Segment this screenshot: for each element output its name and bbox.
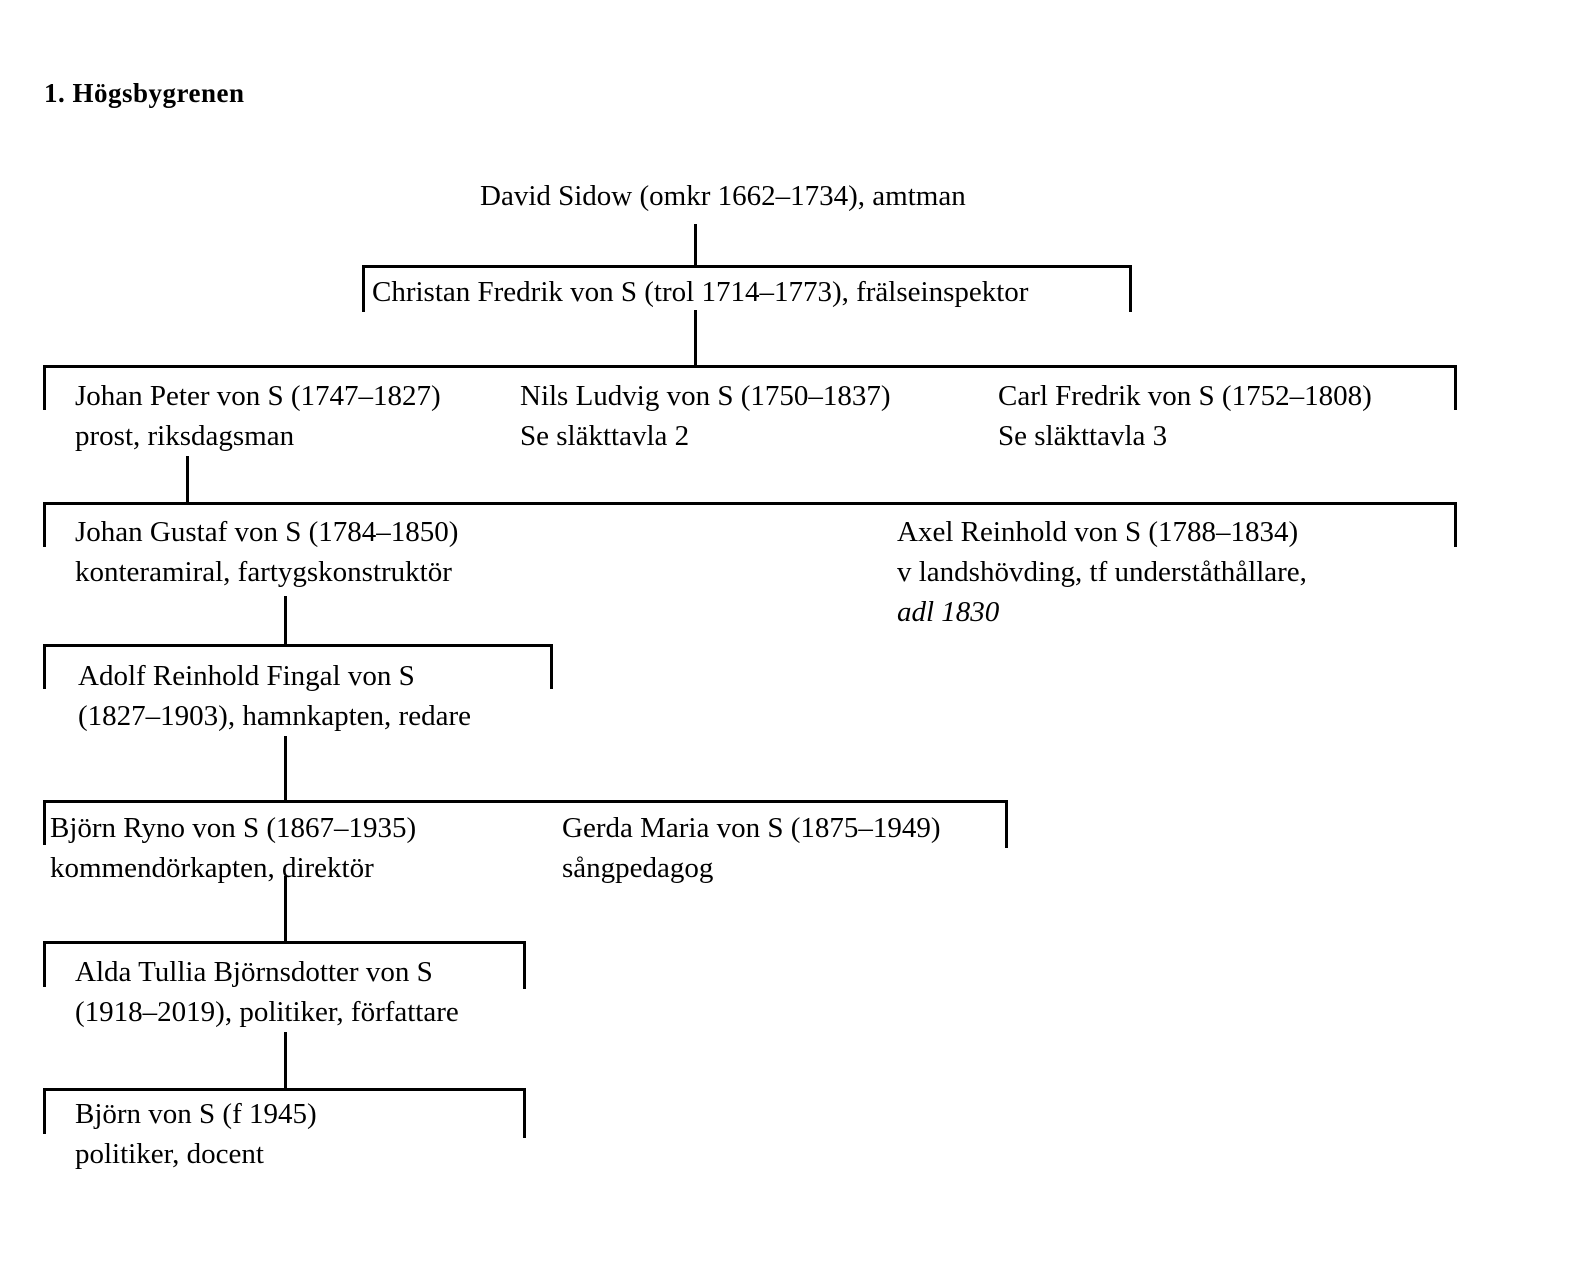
connector-vertical-adolf bbox=[284, 736, 287, 802]
person-name: Björn Ryno von S (1867–1935) bbox=[50, 812, 417, 844]
person-nils-ludvig bbox=[520, 376, 891, 456]
connector-bracket-adolf-left-tick bbox=[43, 644, 46, 689]
connector-bracket-gen6-left-tick bbox=[43, 800, 46, 845]
person-desc: v landshövding, tf underståthållare, bbox=[897, 556, 1307, 588]
connector-bracket-christan bbox=[362, 265, 1132, 268]
connector-bracket-christan-right-tick bbox=[1129, 265, 1132, 312]
person-name: Carl Fredrik von S (1752–1808) bbox=[998, 380, 1372, 412]
person-desc: politiker, docent bbox=[75, 1138, 264, 1170]
person-note: adl 1830 bbox=[897, 596, 1000, 628]
person-desc: Se släkttavla 2 bbox=[520, 420, 690, 452]
person-bjorn bbox=[75, 1094, 317, 1174]
person-johan-peter bbox=[75, 376, 441, 456]
connector-vertical-johan-peter bbox=[186, 456, 189, 504]
connector-bracket-gen6-right-tick bbox=[1005, 800, 1008, 848]
person-name: Nils Ludvig von S (1750–1837) bbox=[520, 380, 891, 412]
connector-bracket-alda-left-tick bbox=[43, 941, 46, 987]
connector-bracket-bjorn-left-tick bbox=[43, 1088, 46, 1134]
connector-bracket-gen3-right-tick bbox=[1454, 365, 1457, 410]
person-carl-fredrik bbox=[998, 376, 1372, 456]
person-name: Johan Peter von S (1747–1827) bbox=[75, 380, 441, 412]
person-desc: Se släkttavla 3 bbox=[998, 420, 1168, 452]
person-name: Alda Tullia Björnsdotter von S bbox=[75, 956, 433, 988]
person-bjorn-ryno bbox=[50, 808, 416, 888]
page-title: 1. Högsbygrenen bbox=[44, 78, 245, 108]
person-gerda-maria bbox=[562, 808, 941, 888]
connector-bracket-bjorn-right-tick bbox=[523, 1088, 526, 1138]
person-name: David Sidow (omkr 1662–1734), amtman bbox=[480, 180, 966, 212]
connector-vertical-david bbox=[694, 224, 697, 268]
person-desc: (1827–1903), hamnkapten, redare bbox=[78, 700, 471, 732]
person-name: Axel Reinhold von S (1788–1834) bbox=[897, 516, 1299, 548]
connector-bracket-gen3 bbox=[43, 365, 1457, 368]
person-alda-tullia bbox=[75, 952, 459, 1032]
person-desc: (1918–2019), politiker, författare bbox=[75, 996, 459, 1028]
connector-vertical-alda bbox=[284, 1032, 287, 1090]
connector-bracket-gen4 bbox=[43, 502, 1457, 505]
person-name: Christan Fredrik von S (trol 1714–1773), frälseinspektor bbox=[372, 276, 1029, 308]
person-name: Adolf Reinhold Fingal von S bbox=[78, 660, 415, 692]
connector-bracket-adolf bbox=[43, 644, 553, 647]
connector-bracket-christan-left-tick bbox=[362, 265, 365, 312]
connector-bracket-gen4-left-tick bbox=[43, 502, 46, 547]
person-david-sidow bbox=[480, 176, 966, 216]
connector-vertical-johan-gustaf bbox=[284, 596, 287, 646]
person-desc: kommendörkapten, direktör bbox=[50, 852, 374, 884]
person-name: Gerda Maria von S (1875–1949) bbox=[562, 812, 941, 844]
connector-bracket-bjorn bbox=[43, 1088, 526, 1091]
connector-bracket-gen4-right-tick bbox=[1454, 502, 1457, 547]
connector-bracket-alda-right-tick bbox=[523, 941, 526, 989]
connector-bracket-adolf-right-tick bbox=[550, 644, 553, 689]
person-desc: sångpedagog bbox=[562, 852, 714, 884]
person-axel-reinhold bbox=[897, 512, 1307, 632]
connector-bracket-alda bbox=[43, 941, 526, 944]
connector-bracket-gen6 bbox=[43, 800, 1008, 803]
person-desc: prost, riksdagsman bbox=[75, 420, 295, 452]
person-johan-gustaf bbox=[75, 512, 458, 592]
person-name: Johan Gustaf von S (1784–1850) bbox=[75, 516, 459, 548]
person-name: Björn von S (f 1945) bbox=[75, 1098, 317, 1130]
connector-bracket-gen3-left-tick bbox=[43, 365, 46, 410]
person-christan-fredrik bbox=[372, 272, 1028, 312]
person-desc: konteramiral, fartygskonstruktör bbox=[75, 556, 452, 588]
connector-vertical-christan bbox=[694, 310, 697, 367]
person-adolf-reinhold bbox=[78, 656, 471, 736]
